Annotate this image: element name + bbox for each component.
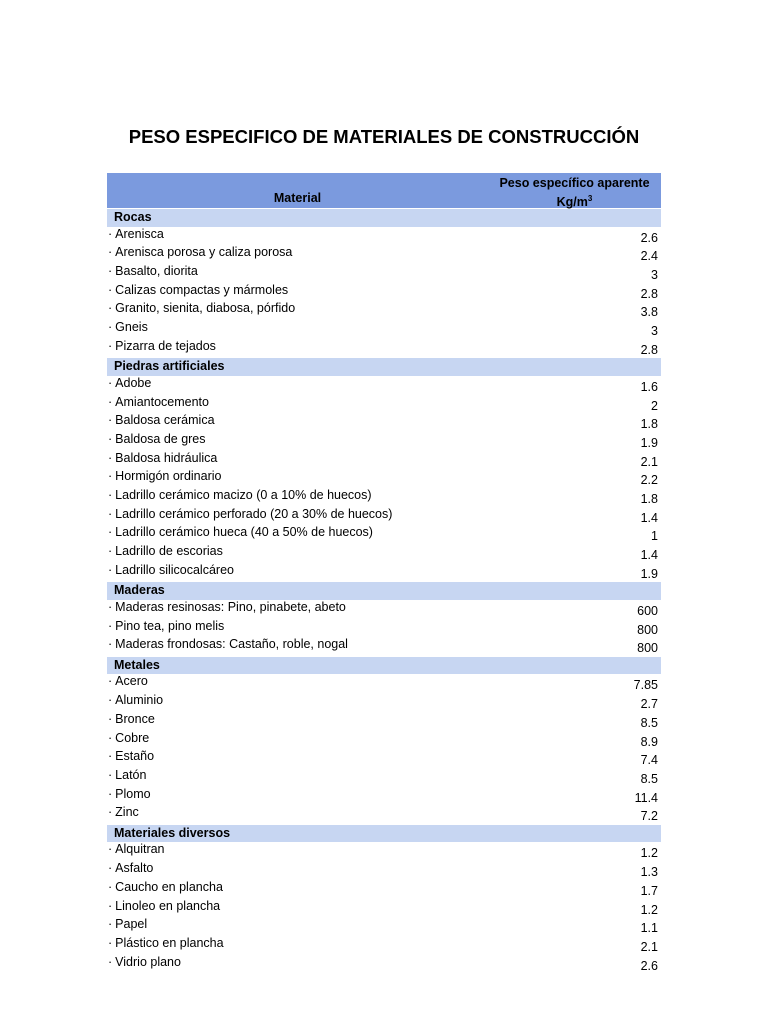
weight-value-cell: 7.2 [640, 809, 658, 824]
material-name-cell [108, 451, 217, 465]
bullet-icon: · [108, 637, 113, 652]
weight-value-cell: 8.5 [640, 715, 658, 730]
table-row [107, 376, 661, 395]
bullet-icon: · [108, 730, 113, 745]
material-name-cell [108, 469, 221, 483]
weight-value-cell: 2.8 [640, 342, 658, 357]
material-name: Plástico en plancha [115, 935, 224, 950]
column-header-peso-unit [488, 191, 661, 210]
material-name: Asfalto [115, 861, 154, 876]
material-name-cell [108, 544, 223, 558]
material-name-cell [108, 413, 215, 427]
material-name: Linoleo en plancha [115, 898, 221, 913]
bullet-icon: · [108, 413, 113, 428]
material-name-cell [108, 880, 223, 894]
material-name: Arenisca porosa y caliza porosa [115, 245, 293, 260]
bullet-icon: · [108, 469, 113, 484]
bullet-icon: · [108, 506, 113, 521]
group-header-row: Materiales diversos [107, 825, 661, 843]
material-name: Caucho en plancha [115, 879, 223, 894]
weight-value-cell: 2.2 [640, 473, 658, 488]
bullet-icon: · [108, 842, 113, 857]
table-row [107, 395, 661, 414]
material-name-cell [108, 787, 151, 801]
material-name: Baldosa de gres [115, 431, 206, 446]
table-row [107, 693, 661, 712]
weight-value-cell: 7.85 [633, 678, 658, 693]
material-name-cell [108, 805, 139, 819]
material-name-cell [108, 339, 216, 353]
material-name-cell [108, 563, 234, 577]
weight-value-cell: 2 [651, 398, 658, 413]
table-row [107, 507, 661, 526]
table-row [107, 413, 661, 432]
weight-value-cell: 1.4 [640, 510, 658, 525]
group-header-row: Maderas [107, 582, 661, 600]
material-name-cell [108, 674, 148, 688]
material-name-cell [108, 245, 292, 259]
material-name: Ladrillo cerámico hueca (40 a 50% de huecos) [115, 525, 373, 540]
bullet-icon: · [108, 375, 113, 390]
material-name-cell [108, 283, 288, 297]
material-name: Granito, sienita, diabosa, pórfido [115, 301, 296, 316]
material-name-cell [108, 768, 146, 782]
bullet-icon: · [108, 599, 113, 614]
bullet-icon: · [108, 674, 113, 689]
bullet-icon: · [108, 805, 113, 820]
material-name: Ladrillo cerámico macizo (0 a 10% de huecos) [115, 487, 372, 502]
table-row [107, 787, 661, 806]
material-name-cell [108, 861, 153, 875]
table-row [107, 320, 661, 339]
table-row [107, 712, 661, 731]
material-name: Baldosa hidráulica [115, 450, 218, 465]
bullet-icon: · [108, 898, 113, 913]
table-row [107, 544, 661, 563]
table-row [107, 469, 661, 488]
table-header [107, 173, 661, 208]
material-name: Acero [115, 674, 148, 689]
table-row [107, 768, 661, 787]
weight-value-cell: 1.3 [640, 865, 658, 880]
weight-value-cell: 800 [637, 622, 658, 637]
weight-value-cell: 1.8 [640, 417, 658, 432]
material-name: Zinc [115, 805, 139, 820]
group-header-row: Rocas [107, 209, 661, 227]
bullet-icon: · [108, 618, 113, 633]
material-name: Pino tea, pino melis [115, 618, 225, 633]
table-row [107, 301, 661, 320]
material-name: Ladrillo cerámico perforado (20 a 30% de huecos) [115, 506, 393, 521]
table-row [107, 563, 661, 582]
bullet-icon: · [108, 954, 113, 969]
material-name-cell [108, 395, 209, 409]
weight-value-cell: 8.9 [640, 734, 658, 749]
unit-exponent: 3 [587, 194, 593, 203]
bullet-icon: · [108, 263, 113, 278]
table-row [107, 227, 661, 246]
material-name: Arenisca [115, 226, 164, 241]
table-row [107, 880, 661, 899]
column-header-material: Material [273, 191, 322, 205]
table-row [107, 619, 661, 638]
material-name-cell [108, 936, 224, 950]
materials-table [107, 173, 661, 973]
group-header-row: Piedras artificiales [107, 358, 661, 376]
weight-value-cell: 7.4 [640, 753, 658, 768]
material-name-cell [108, 600, 346, 614]
material-name-cell [108, 376, 151, 390]
material-name-cell [108, 488, 372, 502]
bullet-icon: · [108, 487, 113, 502]
bullet-icon: · [108, 786, 113, 801]
material-name-cell [108, 749, 154, 763]
material-name: Baldosa cerámica [115, 413, 215, 428]
weight-value-cell: 1.6 [640, 379, 658, 394]
weight-value-cell: 2.6 [640, 958, 658, 973]
material-name: Plomo [115, 786, 151, 801]
material-name: Amiantocemento [115, 394, 209, 409]
bullet-icon: · [108, 319, 113, 334]
bullet-icon: · [108, 879, 113, 894]
bullet-icon: · [108, 767, 113, 782]
table-row [107, 805, 661, 824]
material-name-cell [108, 693, 163, 707]
material-name-cell [108, 301, 295, 315]
material-name-cell [108, 731, 149, 745]
table-row [107, 731, 661, 750]
material-name: Ladrillo silicocalcáreo [115, 562, 234, 577]
table-row [107, 637, 661, 656]
table-row [107, 488, 661, 507]
column-header-peso [488, 175, 661, 210]
bullet-icon: · [108, 282, 113, 297]
bullet-icon: · [108, 544, 113, 558]
weight-value-cell: 1.4 [640, 548, 658, 562]
weight-value-cell: 1.9 [640, 566, 658, 581]
group-header-row: Metales [107, 657, 661, 675]
weight-value-cell: 3.8 [640, 305, 658, 320]
table-row [107, 936, 661, 955]
material-name: Cobre [115, 730, 150, 745]
table-row [107, 339, 661, 358]
material-name-cell [108, 525, 373, 539]
bullet-icon: · [108, 394, 113, 409]
unit-text: Kg/m [556, 195, 588, 209]
bullet-icon: · [108, 693, 113, 708]
weight-value-cell: 1 [651, 529, 658, 544]
weight-value-cell: 8.5 [640, 771, 658, 786]
table-row [107, 525, 661, 544]
table-row [107, 917, 661, 936]
weight-value-cell: 2.8 [640, 286, 658, 301]
weight-value-cell: 2.6 [640, 230, 658, 245]
material-name-cell [108, 712, 155, 726]
material-name: Pizarra de tejados [115, 338, 216, 353]
weight-value-cell: 3 [651, 323, 658, 338]
table-row [107, 283, 661, 302]
bullet-icon: · [108, 338, 113, 353]
table-row [107, 842, 661, 861]
material-name-cell [108, 955, 181, 969]
table-body [107, 209, 661, 973]
bullet-icon: · [108, 749, 113, 764]
bullet-icon: · [108, 450, 113, 465]
material-name-cell [108, 619, 224, 633]
material-name-cell [108, 899, 220, 913]
bullet-icon: · [108, 861, 113, 876]
weight-value-cell: 2.1 [640, 939, 658, 954]
table-row [107, 264, 661, 283]
bullet-icon: · [108, 917, 113, 932]
material-name: Calizas compactas y mármoles [115, 282, 289, 297]
material-name-cell [108, 917, 147, 931]
table-row [107, 600, 661, 619]
column-header-peso-label: Peso específico aparente [499, 176, 650, 190]
material-name: Estaño [115, 749, 155, 764]
material-name: Vidrio plano [115, 954, 181, 969]
material-name: Papel [115, 917, 148, 932]
table-row [107, 861, 661, 880]
bullet-icon: · [108, 711, 113, 726]
material-name: Maderas frondosas: Castaño, roble, nogal [115, 637, 348, 652]
page-title: PESO ESPECIFICO DE MATERIALES DE CONSTRUCCIÓN [128, 126, 640, 147]
material-name: Adobe [115, 375, 152, 390]
material-name-cell [108, 507, 392, 521]
material-name: Bronce [115, 711, 155, 726]
material-name-cell [108, 227, 164, 241]
weight-value-cell: 11.4 [634, 790, 658, 805]
bullet-icon: · [108, 935, 113, 950]
table-row [107, 245, 661, 264]
table-row [107, 899, 661, 918]
weight-value-cell: 1.7 [640, 883, 658, 898]
bullet-icon: · [108, 562, 113, 577]
bullet-icon: · [108, 431, 113, 446]
bullet-icon: · [108, 226, 113, 241]
table-row [107, 674, 661, 693]
weight-value-cell: 1.8 [640, 491, 658, 506]
weight-value-cell: 2.4 [640, 249, 658, 264]
weight-value-cell: 1.1 [640, 921, 658, 936]
material-name-cell [108, 320, 148, 334]
weight-value-cell: 2.7 [640, 697, 658, 712]
material-name-cell [108, 842, 165, 856]
material-name-cell [108, 637, 348, 651]
weight-value-cell: 1.9 [640, 435, 658, 450]
table-row [107, 432, 661, 451]
material-name: Maderas resinosas: Pino, pinabete, abeto [115, 599, 346, 614]
weight-value-cell: 1.2 [640, 846, 658, 861]
bullet-icon: · [108, 301, 113, 316]
material-name: Alquitran [115, 842, 165, 857]
weight-value-cell: 2.1 [640, 454, 658, 469]
bullet-icon: · [108, 525, 113, 540]
weight-value-cell: 600 [637, 603, 658, 618]
material-name-cell [108, 264, 198, 278]
material-name-cell [108, 432, 206, 446]
material-name: Gneis [115, 319, 148, 334]
material-name: Ladrillo de escorias [115, 544, 223, 558]
weight-value-cell: 800 [637, 641, 658, 656]
material-name: Latón [115, 767, 147, 782]
weight-value-cell: 3 [651, 267, 658, 282]
bullet-icon: · [108, 245, 113, 260]
material-name: Aluminio [115, 693, 164, 708]
table-row [107, 955, 661, 974]
table-row [107, 451, 661, 470]
table-row [107, 749, 661, 768]
material-name: Basalto, diorita [115, 263, 198, 278]
weight-value-cell: 1.2 [640, 902, 658, 917]
material-name: Hormigón ordinario [115, 469, 222, 484]
